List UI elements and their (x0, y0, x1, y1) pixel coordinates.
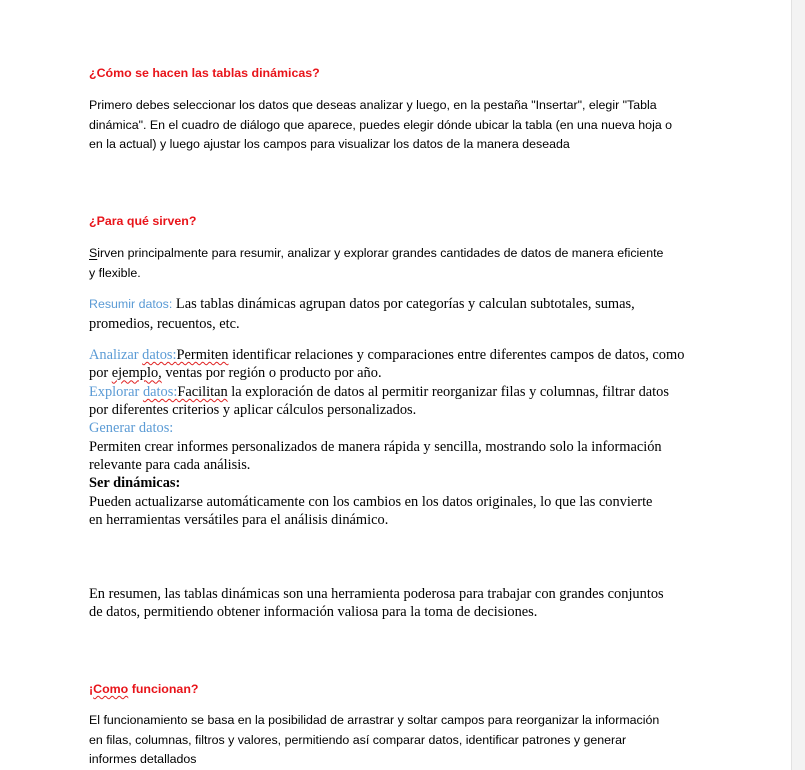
paragraph-como-funcionan: El funcionamiento se basa en la posibilidad de arrastrar y soltar campos para reorganizar la información en filas, columnas, filtros y valores, permitiendo así comparar datos, identificar patrones y generar informes detallados (89, 713, 660, 766)
paragraph-generar-datos: Permiten crear informes personalizados de manera rápida y sencilla, mostrando solo la información relevante para cada análisis. (89, 439, 662, 474)
paragraph-como-se-hacen: Primero debes seleccionar los datos que deseas analizar y luego, en la pestaña "Insertar", elegir "Tabla dinámica". En el cuadro de diálogo que aparece, puedes elegir dónde ubicar la tabla (en una nueva hoja o en la actual) y luego ajustar los campos para visualizar los datos de la manera deseada (89, 98, 673, 151)
label-generar-datos: Generar datos: (89, 420, 174, 436)
word-ejemplo: ejemplo, (111, 365, 162, 382)
paragraph-para-que-sirven (89, 244, 669, 283)
text-analizar-datos: identificar relaciones y comparaciones entre diferentes campos de datos, como por (89, 347, 685, 382)
paragraph-analizar-datos (89, 346, 689, 383)
heading-como-se-hacen: ¿Cómo se hacen las tablas dinámicas? (89, 66, 320, 80)
paragraph-en-resumen: En resumen, las tablas dinámicas son una herramienta poderosa para trabajar con grandes conjuntos de datos, permitiendo obtener información valiosa para la toma de decisiones. (89, 586, 664, 621)
label-analizar-datos: datos: (142, 347, 177, 363)
paragraph-ser-dinamicas: Pueden actualizarse automáticamente con los cambios en los datos originales, lo que las convierte en herramientas versátiles para el análisis dinámico. (89, 494, 653, 529)
heading-para-que-sirven: ¿Para qué sirven? (89, 214, 197, 228)
heading-como-funcionan (89, 680, 689, 700)
verb-facilitan: Facilitan (177, 384, 228, 400)
first-letter: S (89, 246, 98, 260)
text-explorar-datos: la exploración de datos al permitir reorganizar filas y columnas, filtrar datos por diferentes criterios y aplicar cálculos personalizados. (89, 384, 669, 419)
label-analizar: Analizar (89, 347, 143, 363)
heading-word-como: Como (93, 682, 129, 696)
heading-mark: ¡ (89, 682, 94, 696)
intro-text: irven principalmente para resumir, analizar y explorar grandes cantidades de datos de manera eficiente y flexible. (89, 246, 664, 280)
label-explorar-datos: datos: (142, 384, 178, 400)
label-ser-dinamicas: Ser dinámicas: (89, 475, 181, 491)
label-resumir-datos: Resumir datos: (89, 297, 173, 311)
paragraph-resumir-datos (89, 295, 679, 333)
verb-permiten: Permiten (176, 347, 229, 363)
heading-rest: funcionan? (128, 682, 199, 696)
vertical-scrollbar[interactable] (791, 0, 805, 770)
text-analizar-datos-end: ventas por región o producto por año. (161, 365, 382, 382)
text-resumir-datos: Las tablas dinámicas agrupan datos por categorías y calculan subtotales, sumas, promedios, recuentos, etc. (89, 296, 635, 332)
label-explorar: Explorar (89, 384, 143, 400)
paragraph-explorar-datos (89, 383, 689, 420)
